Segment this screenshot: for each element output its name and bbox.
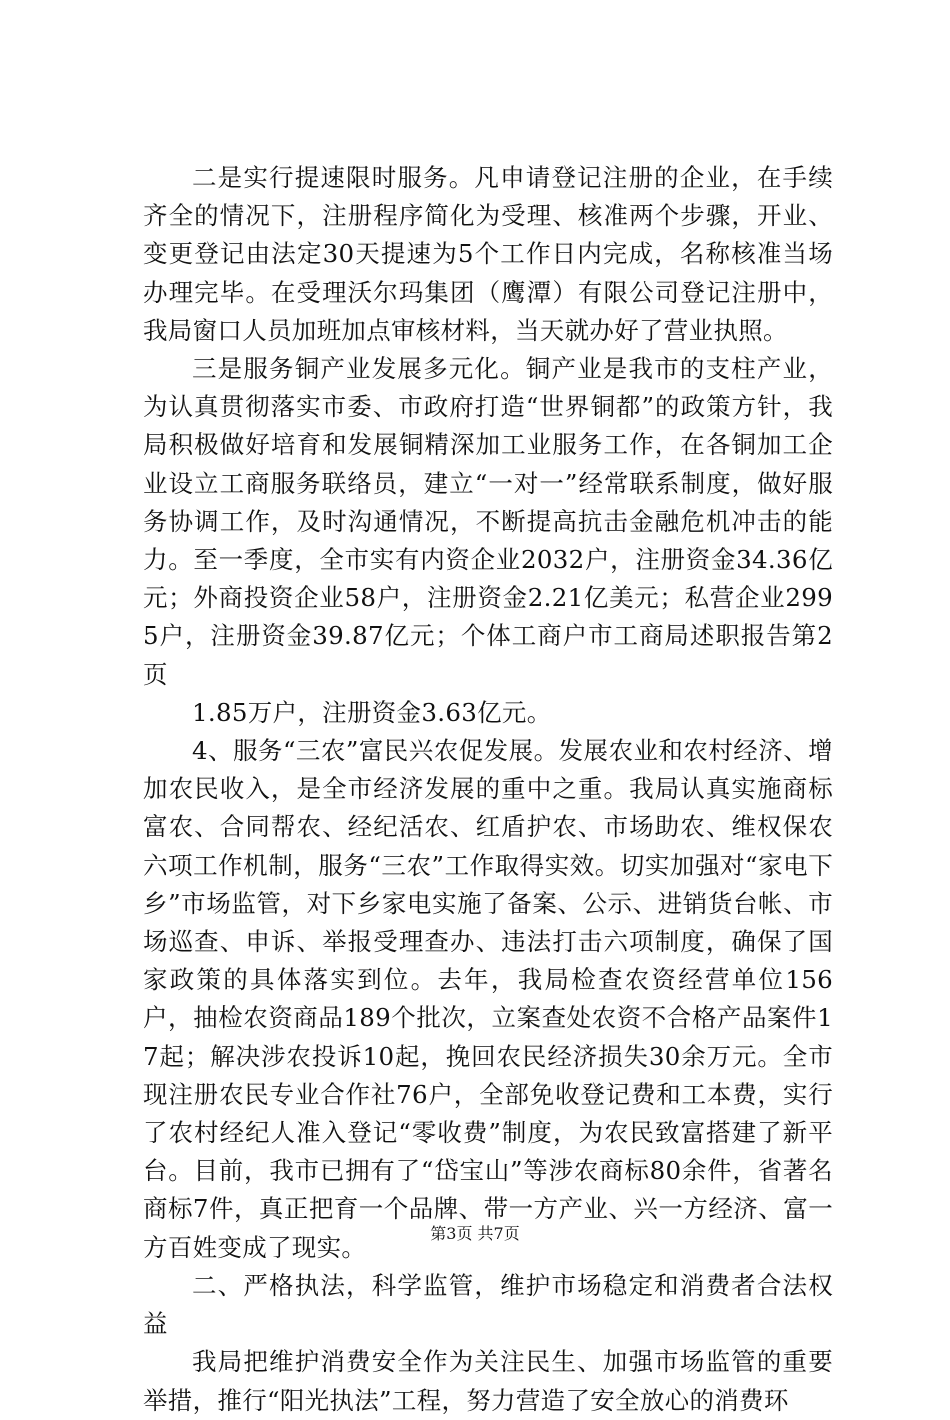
page-footer: 第3页 共7页	[430, 1224, 520, 1243]
paragraph-consumer-safety: 我局把维护消费安全作为关注民生、加强市场监管的重要举措，推行“阳光执法”工程，努力营造了安全放心的消费环	[143, 1347, 833, 1415]
paragraph-serve-agriculture: 4、服务“三农”富民兴农促发展。发展农业和农村经济、增加农民收入，是全市经济发展的重中之重。我局认真实施商标富农、合同帮农、经纪活农、红盾护农、市场助农、维权保农六项工作机制，服务“三农”工作取得实效。切实加强对“家电下乡”市场监管，对下乡家电实施了备案、公示、进销货台帐、市场巡查、申诉、举报受理查办、违法打击六项制度，确保了国家政策的具体落实到位。去年，我局检查农资经营单位156户，抽检农资商品189个批次，立案查处农资不合格产品案件17起；解决涉农投诉10起，挽回农民经济损失30余万元。全市现注册农民专业合作社76户，全部免收登记费和工本费，实行了农村经纪人准入登记“零收费”制度，为农民致富搭建了新平台。目前，我市已拥有了“岱宝山”等涉农商标80余件，省著名商标7件，真正把育一个品牌、带一方产业、兴一方经济、富一方百姓变成了现实。	[143, 736, 834, 1262]
section-heading-law-enforcement: 二、严格执法，科学监管，维护市场稳定和消费者合法权益	[143, 1270, 833, 1339]
paragraph-individual-business: 1.85万户，注册资金3.63亿元。	[192, 697, 552, 727]
paragraph-copper-industry: 三是服务铜产业发展多元化。铜产业是我市的支柱产业，为认真贯彻落实市委、市政府打造“世界铜都”的政策方针，我局积极做好培育和发展铜精深加工业服务工作，在各铜加工企业设立工商服务联络员，建立“一对一”经常联系制度，做好服务协调工作，及时沟通情况，不断提高抗击金融危机冲击的能力。至一季度，全市实有内资企业2032户，注册资金34.36亿元；外商投资企业58户，注册资金2.21亿美元；私营企业2995户，注册资金39.87亿元；个体工商户市工商局述职报告第2页	[143, 354, 833, 689]
paragraph-speedy-service: 二是实行提速限时服务。凡申请登记注册的企业，在手续齐全的情况下，注册程序简化为受理、核准两个步骤，开业、变更登记由法定30天提速为5个工作日内完成，名称核准当场办理完毕。在受理沃尔玛集团（鹰潭）有限公司登记注册中，我局窗口人员加班加点审核材料，当天就办好了营业执照。	[143, 163, 833, 345]
